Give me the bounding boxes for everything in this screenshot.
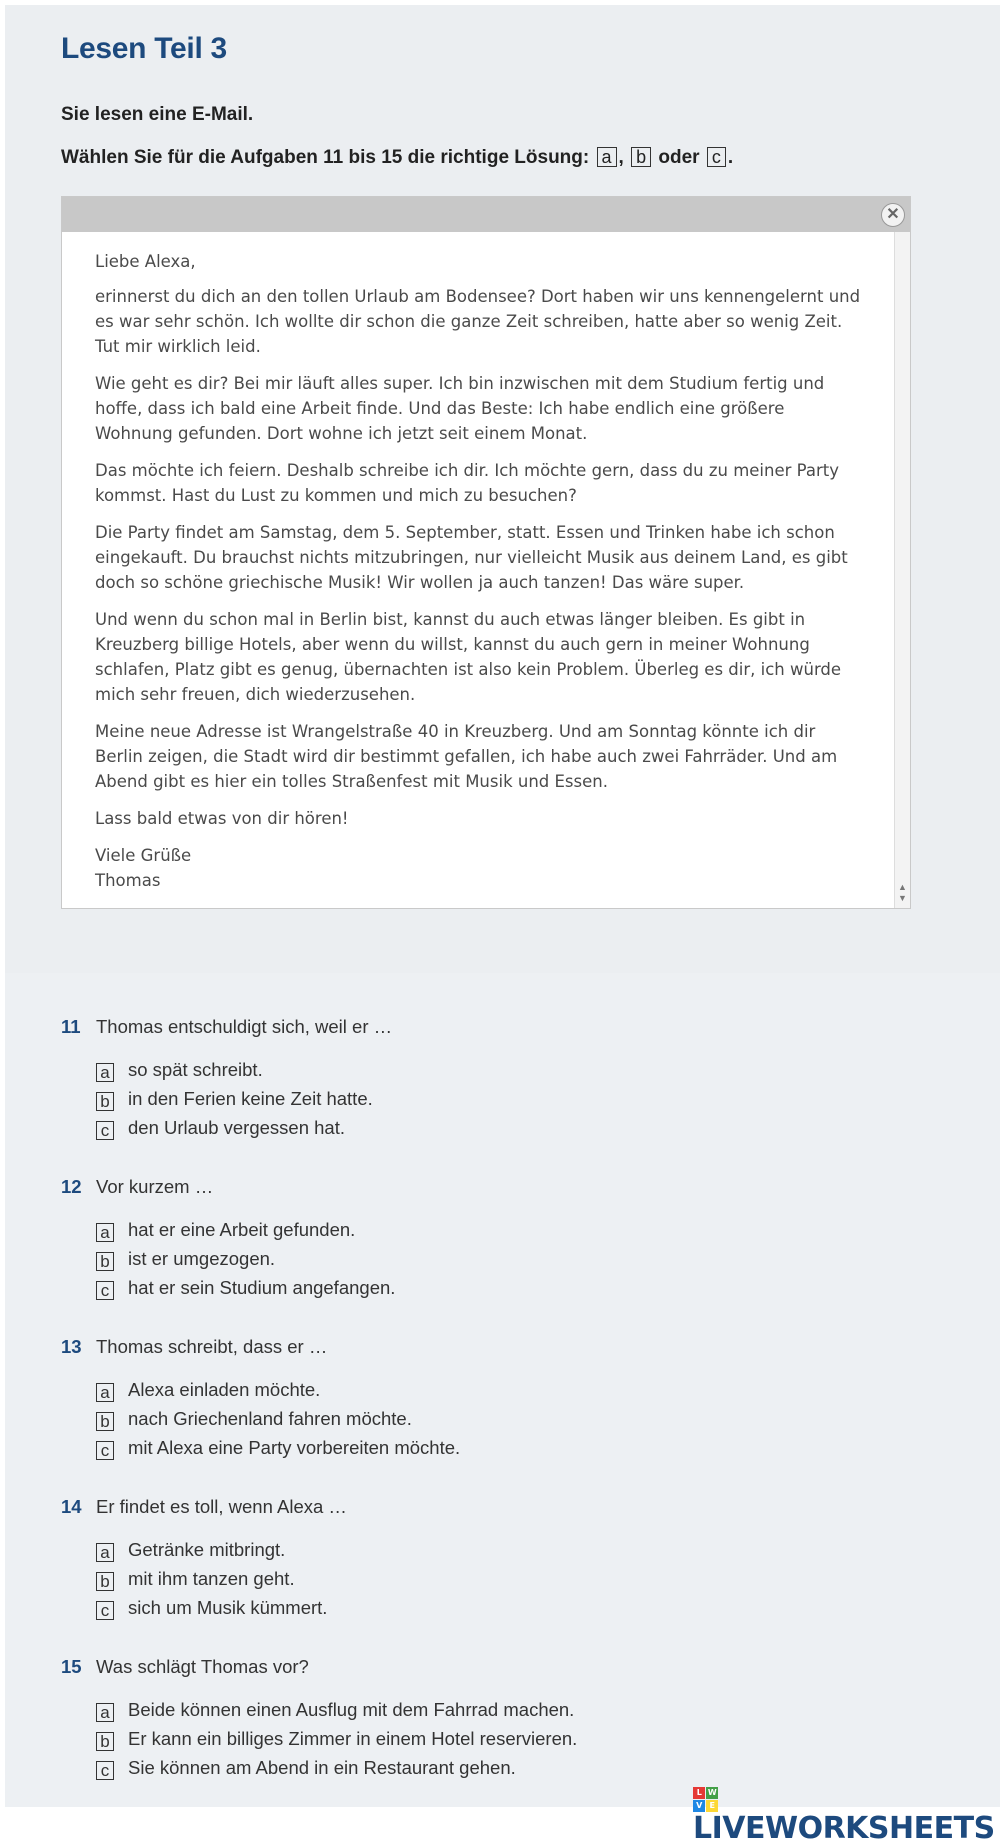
option-text: Sie können am Abend in ein Restaurant gehen. <box>128 1757 516 1778</box>
option-12c[interactable] <box>96 1273 961 1302</box>
option-text: in den Ferien keine Zeit hatte. <box>128 1088 373 1109</box>
option-letter-box[interactable]: a <box>96 1543 114 1562</box>
instruction-text: Sie lesen eine E-Mail. <box>61 104 254 125</box>
logo-mark-cell: V <box>693 1800 705 1812</box>
question-text: Vor kurzem … <box>96 1176 214 1197</box>
email-paragraph-5: Und wenn du schon mal in Berlin bist, kannst du auch etwas länger bleiben. Es gibt in Kreuzberg billige Hotels, aber wenn du willst, kannst du auch gern in meiner Wohnung schlafen, Platz gibt es genug, übernachten ist also kein Problem. Überleg es dir, ich würde mich sehr freuen, dich wiederzusehen. <box>95 610 842 704</box>
answer-box-c: c <box>707 147 726 167</box>
option-letter-box[interactable]: a <box>96 1703 114 1722</box>
option-15a[interactable] <box>96 1695 961 1724</box>
option-13c[interactable] <box>96 1433 961 1462</box>
option-text: Alexa einladen möchte. <box>128 1379 321 1400</box>
option-14a[interactable] <box>96 1535 961 1564</box>
question-text: Er findet es toll, wenn Alexa … <box>96 1496 347 1517</box>
question-11 <box>61 1014 961 1142</box>
email-paragraph-6: Meine neue Adresse ist Wrangelstraße 40 in Kreuzberg. Und am Sonntag könnte ich dir Berlin zeigen, die Stadt wird dir bestimmt gefallen, ich habe auch zwei Fahrräder. Und am Abend gibt es hier ein tolles Straßenfest mit Musik und Essen. <box>95 722 838 791</box>
option-13a[interactable] <box>96 1375 961 1404</box>
option-11a[interactable] <box>96 1055 961 1084</box>
option-letter-box[interactable]: c <box>96 1441 114 1460</box>
email-paragraph-2: Wie geht es dir? Bei mir läuft alles super. Ich bin inzwischen mit dem Studium fertig und hoffe, dass ich bald eine Arbeit finde. Und das Beste: Ich habe endlich eine größere Wohnung gefunden. Dort wohne ich jetzt seit einem Monat. <box>95 374 825 443</box>
question-14 <box>61 1494 961 1622</box>
question-15 <box>61 1654 961 1782</box>
option-15b[interactable] <box>96 1724 961 1753</box>
email-body <box>95 249 865 893</box>
logo-mark-icon <box>693 1787 718 1812</box>
option-14c[interactable] <box>96 1593 961 1622</box>
email-window <box>61 196 911 909</box>
email-signature: Thomas <box>95 871 161 890</box>
option-12a[interactable] <box>96 1215 961 1244</box>
email-paragraph-7: Lass bald etwas von dir hören! <box>95 809 349 828</box>
logo-mark-cell: W <box>707 1788 717 1797</box>
logo-mark-cell: L <box>693 1787 705 1799</box>
answer-box-a: a <box>597 147 617 167</box>
liveworksheets-logo <box>693 1766 1000 1846</box>
option-text: Beide können einen Ausflug mit dem Fahrrad machen. <box>128 1699 575 1720</box>
option-letter-box[interactable]: b <box>96 1412 114 1431</box>
scroll-up-icon[interactable]: ▲ <box>898 882 907 892</box>
email-paragraph-4: Die Party findet am Samstag, dem 5. September, statt. Essen und Trinken habe ich schon eingekauft. Du brauchst nichts mitzubringen, nur vielleicht Musik aus deinem Land, es gibt doch so schöne griechische Musik! Wir wollen ja auch tanzen! Das wäre super. <box>95 523 848 592</box>
option-letter-box[interactable]: a <box>96 1383 114 1402</box>
option-letter-box[interactable]: c <box>96 1121 114 1140</box>
option-letter-box[interactable]: b <box>96 1732 114 1751</box>
question-text: Was schlägt Thomas vor? <box>96 1656 309 1677</box>
email-titlebar <box>62 197 910 232</box>
email-closing: Viele Grüße <box>95 846 192 865</box>
scroll-down-icon[interactable]: ▼ <box>898 893 907 903</box>
or-word: oder <box>658 147 700 168</box>
email-greeting: Liebe Alexa, <box>95 252 196 271</box>
option-text: nach Griechenland fahren möchte. <box>128 1408 412 1429</box>
option-text: mit ihm tanzen geht. <box>128 1568 295 1589</box>
email-paragraph-1: erinnerst du dich an den tollen Urlaub am Bodensee? Dort haben wir uns kennengelernt und es war sehr schön. Ich wollte dir schon die ganze Zeit schreiben, hatte aber so wenig Zeit. Tut mir wirklich leid. <box>95 287 861 356</box>
page-title: Lesen Teil 3 <box>61 32 227 65</box>
option-text: Er kann ein billiges Zimmer in einem Hotel reservieren. <box>128 1728 578 1749</box>
option-letter-box[interactable]: c <box>96 1601 114 1620</box>
option-letter-box[interactable]: a <box>96 1223 114 1242</box>
close-icon[interactable]: ✕ <box>881 203 905 227</box>
question-text: Thomas schreibt, dass er … <box>96 1336 328 1357</box>
question-number: 15 <box>61 1656 82 1677</box>
email-scrollbar[interactable] <box>894 232 910 908</box>
option-text: hat er eine Arbeit gefunden. <box>128 1219 356 1240</box>
question-13 <box>61 1334 961 1462</box>
question-number: 11 <box>61 1016 81 1037</box>
option-text: mit Alexa eine Party vorbereiten möchte. <box>128 1437 461 1458</box>
question-number: 14 <box>61 1496 82 1517</box>
question-number: 12 <box>61 1176 82 1197</box>
option-text: ist er umgezogen. <box>128 1248 276 1269</box>
option-text: sich um Musik kümmert. <box>128 1597 328 1618</box>
task-instruction: Wählen Sie für die Aufgaben 11 bis 15 die richtige Lösung: a , b oder c . <box>61 147 734 168</box>
option-letter-box[interactable]: b <box>96 1252 114 1271</box>
option-letter-box[interactable]: b <box>96 1572 114 1591</box>
question-number: 13 <box>61 1336 82 1357</box>
option-letter-box[interactable]: b <box>96 1092 114 1111</box>
option-text: den Urlaub vergessen hat. <box>128 1117 345 1138</box>
option-13b[interactable] <box>96 1404 961 1433</box>
logo-text: LIVEWORKSHEETS <box>693 1811 995 1846</box>
option-11b[interactable] <box>96 1084 961 1113</box>
task-instruction-text: Wählen Sie für die Aufgaben 11 bis 15 die richtige Lösung: <box>61 147 590 168</box>
option-letter-box[interactable]: c <box>96 1281 114 1300</box>
option-11c[interactable] <box>96 1113 961 1142</box>
option-text: hat er sein Studium angefangen. <box>128 1277 396 1298</box>
question-12 <box>61 1174 961 1302</box>
question-text: Thomas entschuldigt sich, weil er … <box>96 1016 393 1037</box>
option-letter-box[interactable]: a <box>96 1063 114 1082</box>
option-text: so spät schreibt. <box>128 1059 263 1080</box>
option-12b[interactable] <box>96 1244 961 1273</box>
option-text: Getränke mitbringt. <box>128 1539 286 1560</box>
answer-box-b: b <box>631 147 651 167</box>
logo-mark-cell: E <box>706 1800 718 1812</box>
option-letter-box[interactable]: c <box>96 1761 114 1780</box>
option-14b[interactable] <box>96 1564 961 1593</box>
email-paragraph-3: Das möchte ich feiern. Deshalb schreibe ich dir. Ich möchte gern, dass du zu meiner Party kommst. Hast du Lust zu kommen und mich zu besuchen? <box>95 461 839 505</box>
